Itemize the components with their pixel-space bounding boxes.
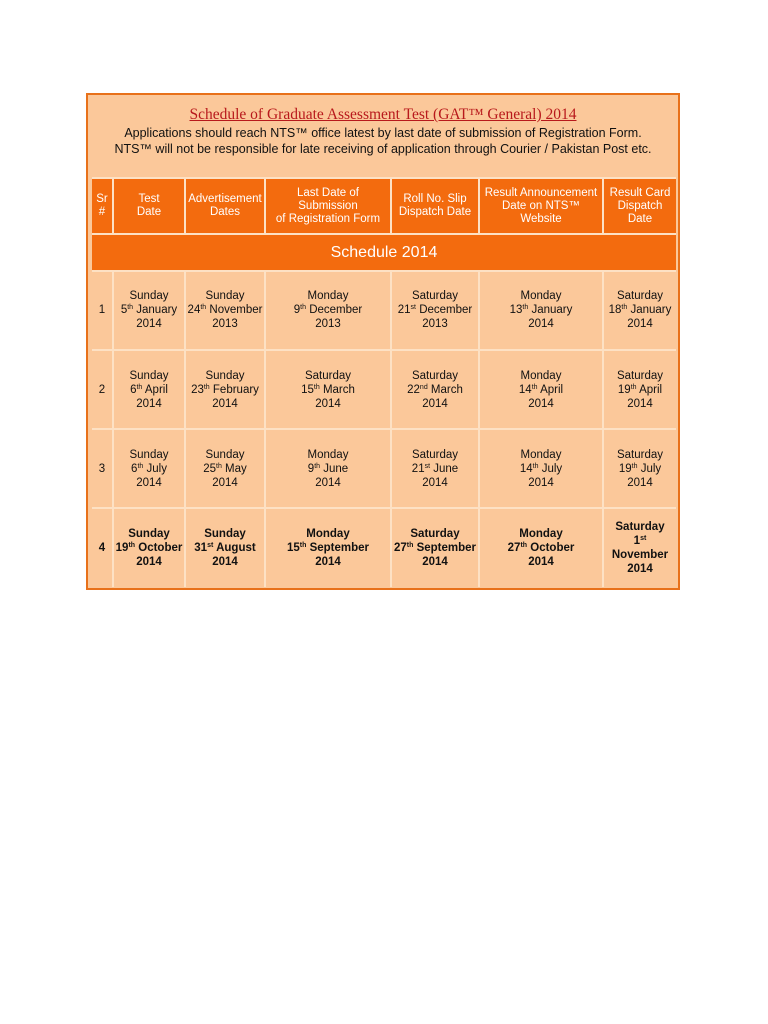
ordinal-suffix: st — [207, 542, 214, 549]
ordinal-suffix: th — [200, 304, 207, 311]
schedule-frame — [86, 93, 680, 590]
grid-line — [92, 233, 676, 235]
column-header-line: Last Date of — [296, 186, 359, 199]
month: April — [144, 384, 168, 396]
month: November — [611, 549, 669, 561]
weekday: Monday — [307, 449, 349, 461]
ordinal-suffix: th — [203, 384, 210, 391]
year: 2014 — [422, 477, 448, 489]
grid-line — [390, 179, 392, 233]
month: April — [540, 384, 564, 396]
ordinal-suffix: st — [410, 304, 416, 311]
grid-line — [92, 270, 676, 272]
month: July — [640, 463, 662, 475]
grid-line — [92, 428, 676, 430]
column-header — [186, 179, 264, 233]
section-band: Schedule 2014 — [92, 235, 676, 270]
day-month — [116, 541, 183, 555]
day-number: 15 — [301, 384, 314, 396]
day-month — [519, 383, 563, 397]
weekday: Sunday — [129, 449, 169, 461]
notice-line-2: NTS™ will not be responsible for late receiving of application through Courier / Pakistan Post etc. — [114, 142, 652, 156]
weekday: Sunday — [129, 290, 169, 302]
grid-line — [92, 177, 676, 179]
row-number: 2 — [92, 351, 112, 429]
year: 2014 — [315, 556, 341, 568]
year: 2014 — [528, 318, 554, 330]
date-cell — [114, 509, 184, 587]
day-number: 27 — [393, 542, 407, 554]
month: December — [309, 304, 363, 316]
day-month — [294, 303, 363, 317]
year: 2014 — [528, 556, 554, 568]
ordinal-suffix: th — [128, 542, 136, 549]
page-title: Schedule of Graduate Assessment Test (GAT™ General) 2014 — [189, 106, 577, 123]
day-number: 24 — [187, 304, 201, 316]
date-cell — [266, 430, 390, 508]
grid-line — [92, 349, 676, 351]
day-month — [308, 462, 348, 476]
date-cell — [604, 271, 676, 349]
weekday: Sunday — [205, 290, 245, 302]
month: January — [630, 304, 672, 316]
day-number: 15 — [286, 542, 300, 554]
day-month — [407, 383, 463, 397]
month: September — [416, 542, 477, 554]
column-header-line: Roll No. Slip — [403, 193, 467, 205]
weekday: Saturday — [411, 370, 459, 382]
day-number: 31 — [194, 542, 208, 554]
column-header-line: of Registration Form — [275, 212, 381, 225]
weekday: Sunday — [205, 370, 245, 382]
day-number: 9 — [307, 463, 315, 475]
year: 2014 — [136, 398, 162, 410]
ordinal-suffix: th — [127, 304, 134, 311]
column-header-line: Dispatch Date — [617, 199, 663, 225]
day-month — [520, 462, 562, 476]
day-month — [301, 383, 355, 397]
day-month — [510, 303, 573, 317]
day-number: 21 — [411, 463, 425, 475]
day-number: 25 — [203, 463, 216, 475]
day-month — [203, 462, 247, 476]
month: April — [639, 384, 663, 396]
day-number: 14 — [518, 384, 532, 396]
day-number: 23 — [191, 384, 204, 396]
column-header-line: Sr — [96, 193, 108, 205]
ordinal-suffix: th — [216, 463, 222, 470]
month: January — [136, 304, 178, 316]
day-month — [508, 541, 575, 555]
column-header-line: Date — [136, 206, 162, 218]
month: November — [209, 304, 263, 316]
column-header-line: # — [98, 206, 106, 218]
year: 2014 — [212, 398, 238, 410]
row-number: 4 — [92, 509, 112, 587]
day-number: 5 — [120, 304, 128, 316]
date-cell — [266, 271, 390, 349]
date-cell — [114, 271, 184, 349]
weekday: Saturday — [304, 370, 352, 382]
year: 2013 — [422, 318, 448, 330]
date-cell — [186, 351, 264, 429]
day-month — [130, 383, 168, 397]
ordinal-suffix: th — [299, 542, 307, 549]
ordinal-suffix: th — [532, 463, 539, 470]
weekday: Saturday — [616, 290, 664, 302]
month: December — [419, 304, 473, 316]
ordinal-suffix: st — [640, 535, 647, 542]
date-cell — [604, 351, 676, 429]
weekday: Saturday — [615, 521, 665, 533]
weekday: Monday — [520, 449, 562, 461]
year: 2014 — [315, 477, 341, 489]
grid-line — [478, 179, 480, 233]
weekday: Monday — [307, 290, 349, 302]
weekday: Monday — [519, 528, 563, 540]
day-month — [121, 303, 177, 317]
day-number: 19 — [115, 542, 129, 554]
month: January — [531, 304, 573, 316]
column-header — [480, 179, 602, 233]
day-month — [194, 541, 255, 555]
date-cell — [480, 509, 602, 587]
month: October — [530, 542, 575, 554]
weekday: Saturday — [411, 290, 459, 302]
column-header — [266, 179, 390, 233]
weekday: Sunday — [204, 528, 246, 540]
day-month — [619, 462, 661, 476]
day-month — [604, 534, 676, 562]
weekday: Saturday — [410, 528, 460, 540]
ordinal-suffix: th — [406, 542, 414, 549]
year: 2014 — [212, 556, 238, 568]
day-number: 18 — [608, 304, 622, 316]
month: July — [146, 463, 167, 475]
day-number: 1 — [633, 535, 641, 547]
day-month — [398, 303, 473, 317]
weekday: Saturday — [616, 370, 664, 382]
year: 2014 — [528, 477, 554, 489]
ordinal-suffix: th — [313, 384, 320, 391]
date-cell — [604, 430, 676, 508]
day-month — [188, 303, 263, 317]
column-header-line: Submission — [298, 199, 358, 212]
day-month — [191, 383, 259, 397]
ordinal-suffix: th — [300, 304, 306, 311]
ordinal-suffix: th — [314, 463, 321, 470]
day-number: 19 — [617, 384, 631, 396]
year: 2014 — [627, 477, 653, 489]
month: June — [323, 463, 349, 475]
month: August — [216, 542, 256, 554]
day-number: 6 — [131, 463, 138, 475]
date-cell — [266, 351, 390, 429]
notice-line-1: Applications should reach NTS™ office latest by last date of submission of Registration Form. — [124, 126, 642, 140]
column-header — [114, 179, 184, 233]
date-cell — [266, 509, 390, 587]
day-month — [618, 383, 662, 397]
day-month — [394, 541, 476, 555]
year: 2013 — [212, 318, 238, 330]
month: September — [309, 542, 370, 554]
weekday: Sunday — [205, 449, 245, 461]
date-cell — [480, 351, 602, 429]
grid-line — [602, 179, 604, 233]
weekday: Monday — [520, 290, 562, 302]
year: 2014 — [136, 477, 162, 489]
row-number: 1 — [92, 271, 112, 349]
date-cell — [114, 430, 184, 508]
year: 2014 — [422, 398, 448, 410]
grid-line — [92, 507, 676, 509]
date-cell — [114, 351, 184, 429]
month: October — [138, 542, 183, 554]
weekday: Sunday — [128, 528, 170, 540]
day-number: 27 — [507, 542, 521, 554]
column-header-line: Result Card — [609, 186, 671, 199]
column-header — [392, 179, 478, 233]
year: 2014 — [212, 477, 238, 489]
ordinal-suffix: th — [522, 304, 529, 311]
month: February — [212, 384, 259, 396]
weekday: Saturday — [411, 449, 459, 461]
date-cell — [392, 509, 478, 587]
grid-line — [184, 179, 186, 233]
column-header-line: Result Announcement — [484, 186, 598, 199]
row-number: 3 — [92, 430, 112, 508]
date-cell — [480, 271, 602, 349]
date-cell — [186, 430, 264, 508]
day-number: 21 — [397, 304, 411, 316]
column-header-line: Date on NTS™ — [502, 199, 580, 212]
month: July — [541, 463, 563, 475]
date-cell — [604, 509, 676, 587]
day-number: 9 — [293, 304, 301, 316]
ordinal-suffix: th — [621, 304, 628, 311]
grid-line — [264, 179, 266, 233]
day-number: 13 — [509, 304, 523, 316]
ordinal-suffix: th — [531, 384, 538, 391]
column-header-line: Test — [138, 193, 160, 205]
column-header-line: Dates — [209, 206, 241, 218]
year: 2014 — [528, 398, 554, 410]
year: 2014 — [627, 563, 653, 575]
day-number: 14 — [519, 463, 533, 475]
day-month — [131, 462, 167, 476]
column-header — [92, 179, 112, 233]
column-header-line: Website — [520, 212, 562, 225]
weekday: Monday — [520, 370, 562, 382]
day-month — [609, 303, 672, 317]
date-cell — [480, 430, 602, 508]
column-header-line: Advertisement — [188, 193, 262, 205]
day-number: 19 — [618, 463, 632, 475]
ordinal-suffix: st — [424, 463, 431, 470]
month: May — [225, 463, 247, 475]
day-number: 6 — [130, 384, 137, 396]
date-cell — [186, 509, 264, 587]
ordinal-suffix: th — [630, 384, 637, 391]
day-number: 22 — [407, 384, 420, 396]
month: March — [322, 384, 355, 396]
year: 2014 — [627, 398, 653, 410]
date-cell — [186, 271, 264, 349]
weekday: Monday — [306, 528, 350, 540]
date-cell — [392, 351, 478, 429]
date-cell — [392, 430, 478, 508]
ordinal-suffix: nd — [419, 384, 428, 391]
day-month — [412, 462, 458, 476]
ordinal-suffix: th — [520, 542, 528, 549]
ordinal-suffix: th — [137, 463, 144, 470]
year: 2014 — [627, 318, 653, 330]
ordinal-suffix: th — [631, 463, 638, 470]
month: June — [433, 463, 459, 475]
year: 2014 — [315, 398, 341, 410]
year: 2014 — [136, 318, 162, 330]
ordinal-suffix: th — [136, 384, 143, 391]
column-header — [604, 179, 676, 233]
year: 2014 — [422, 556, 448, 568]
date-cell — [392, 271, 478, 349]
year: 2014 — [136, 556, 162, 568]
day-month — [287, 541, 369, 555]
weekday: Saturday — [616, 449, 664, 461]
year: 2013 — [315, 318, 341, 330]
grid-line — [112, 179, 114, 233]
column-header-line: Dispatch Date — [398, 206, 472, 218]
weekday: Sunday — [129, 370, 169, 382]
month: March — [430, 384, 463, 396]
